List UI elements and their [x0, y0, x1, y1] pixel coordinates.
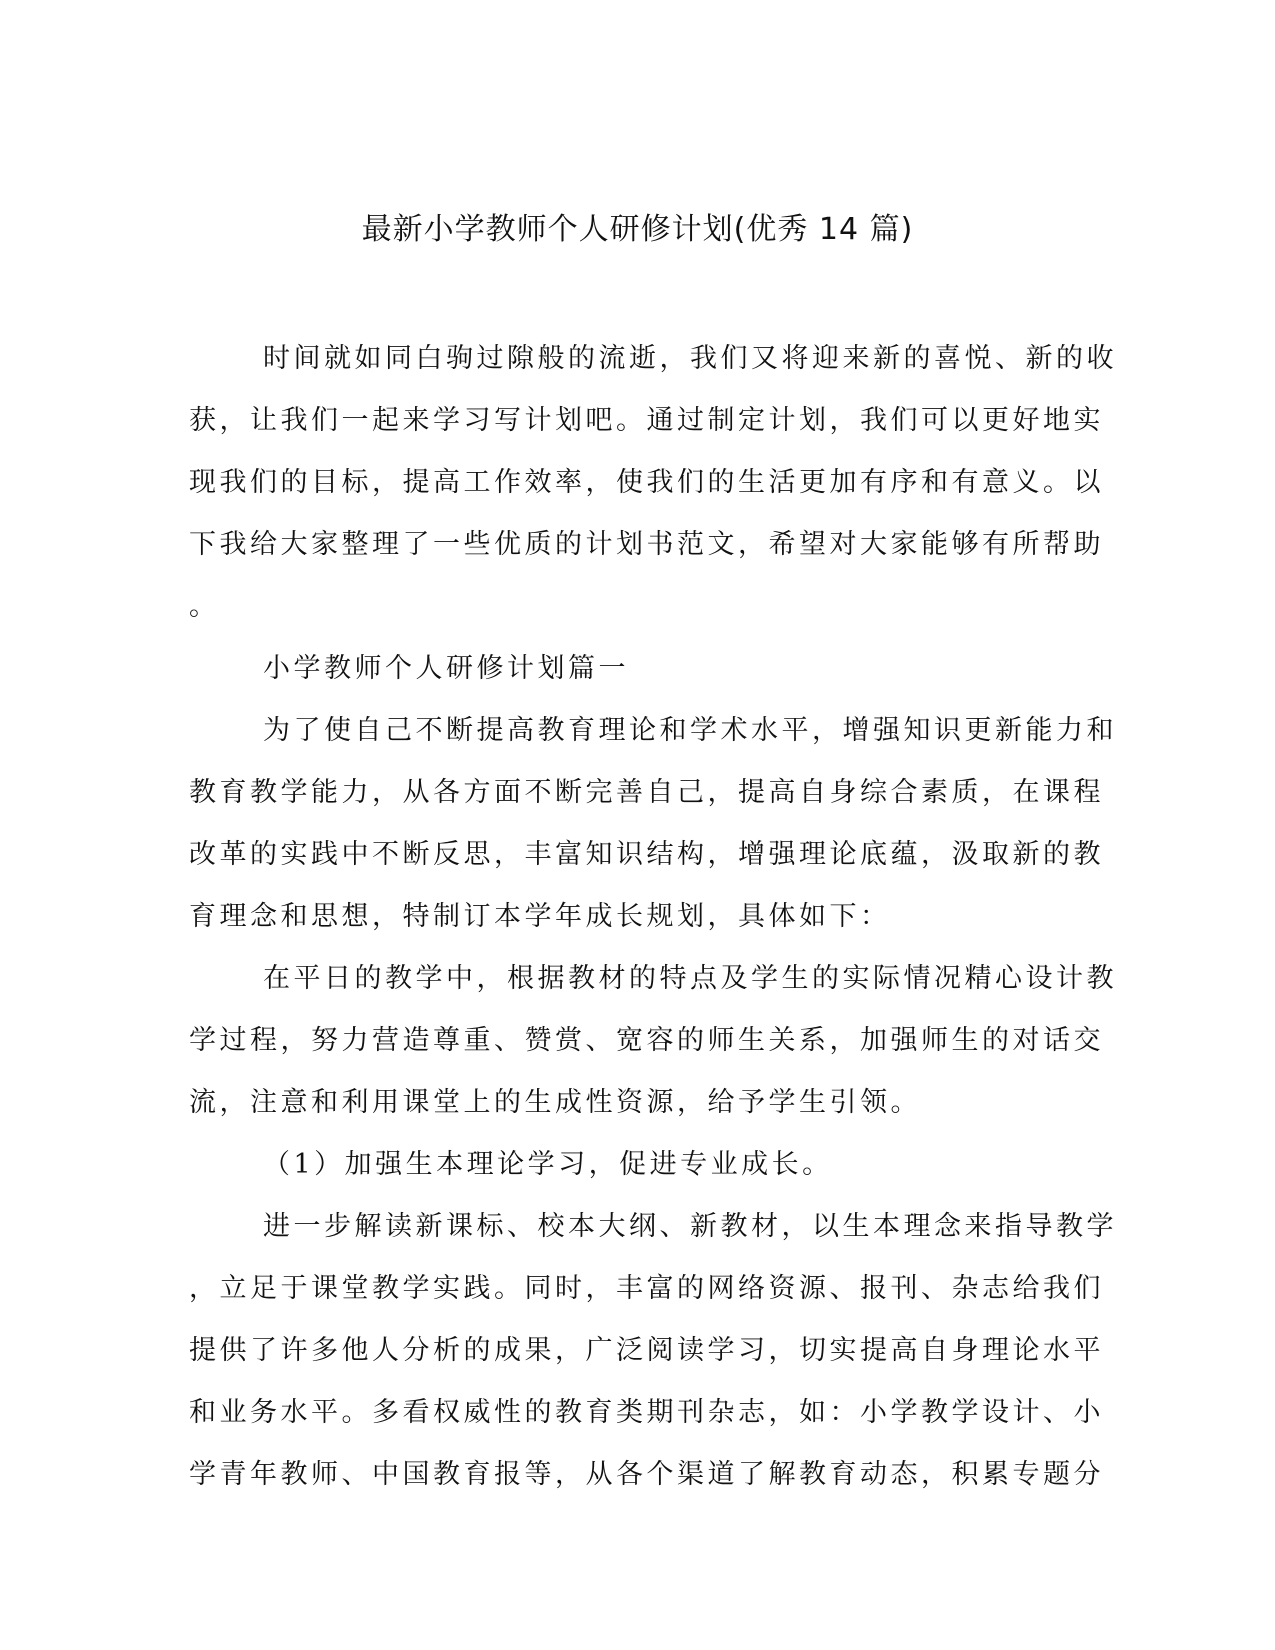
document-title: 最新小学教师个人研修计划(优秀 14 篇): [361, 212, 914, 247]
paragraph-line: 提供了许多他人分析的成果，广泛阅读学习，切实提高自身理论水平: [189, 1335, 1104, 1366]
section-heading: 小学教师个人研修计划篇一: [263, 653, 629, 684]
paragraph-line: 在平日的教学中，根据教材的特点及学生的实际情况精心设计教: [263, 963, 1117, 994]
paragraph-line: 下我给大家整理了一些优质的计划书范文，希望对大家能够有所帮助: [189, 529, 1104, 560]
paragraph-line: 教育教学能力，从各方面不断完善自己，提高自身综合素质，在课程: [189, 777, 1104, 808]
paragraph-line: 学过程，努力营造尊重、赞赏、宽容的师生关系，加强师生的对话交: [189, 1025, 1104, 1056]
paragraph-line: 获，让我们一起来学习写计划吧。通过制定计划，我们可以更好地实: [189, 405, 1104, 436]
paragraph-line: 和业务水平。多看权威性的教育类期刊杂志，如：小学教学设计、小: [189, 1397, 1104, 1428]
paragraph-line: 现我们的目标，提高工作效率，使我们的生活更加有序和有意义。以: [189, 467, 1104, 498]
paragraph-line: 学青年教师、中国教育报等，从各个渠道了解教育动态，积累专题分: [189, 1459, 1104, 1490]
numbered-heading: （1）加强生本理论学习，促进专业成长。: [263, 1149, 833, 1180]
paragraph-line: 改革的实践中不断反思，丰富知识结构，增强理论底蕴，汲取新的教: [189, 839, 1104, 870]
document-body: [189, 328, 1117, 1506]
paragraph-line: 进一步解读新课标、校本大纲、新教材，以生本理念来指导教学: [263, 1211, 1117, 1242]
paragraph-line: ，立足于课堂教学实践。同时，丰富的网络资源、报刊、杂志给我们: [189, 1273, 1104, 1304]
paragraph-line: 流，注意和利用课堂上的生成性资源，给予学生引领。: [189, 1087, 921, 1118]
paragraph-line: 。: [189, 591, 220, 622]
paragraph-line: 为了使自己不断提高教育理论和学术水平，增强知识更新能力和: [263, 715, 1117, 746]
paragraph-line: 时间就如同白驹过隙般的流逝，我们又将迎来新的喜悦、新的收: [263, 343, 1117, 374]
paragraph-line: 育理念和思想，特制订本学年成长规划，具体如下：: [189, 901, 891, 932]
